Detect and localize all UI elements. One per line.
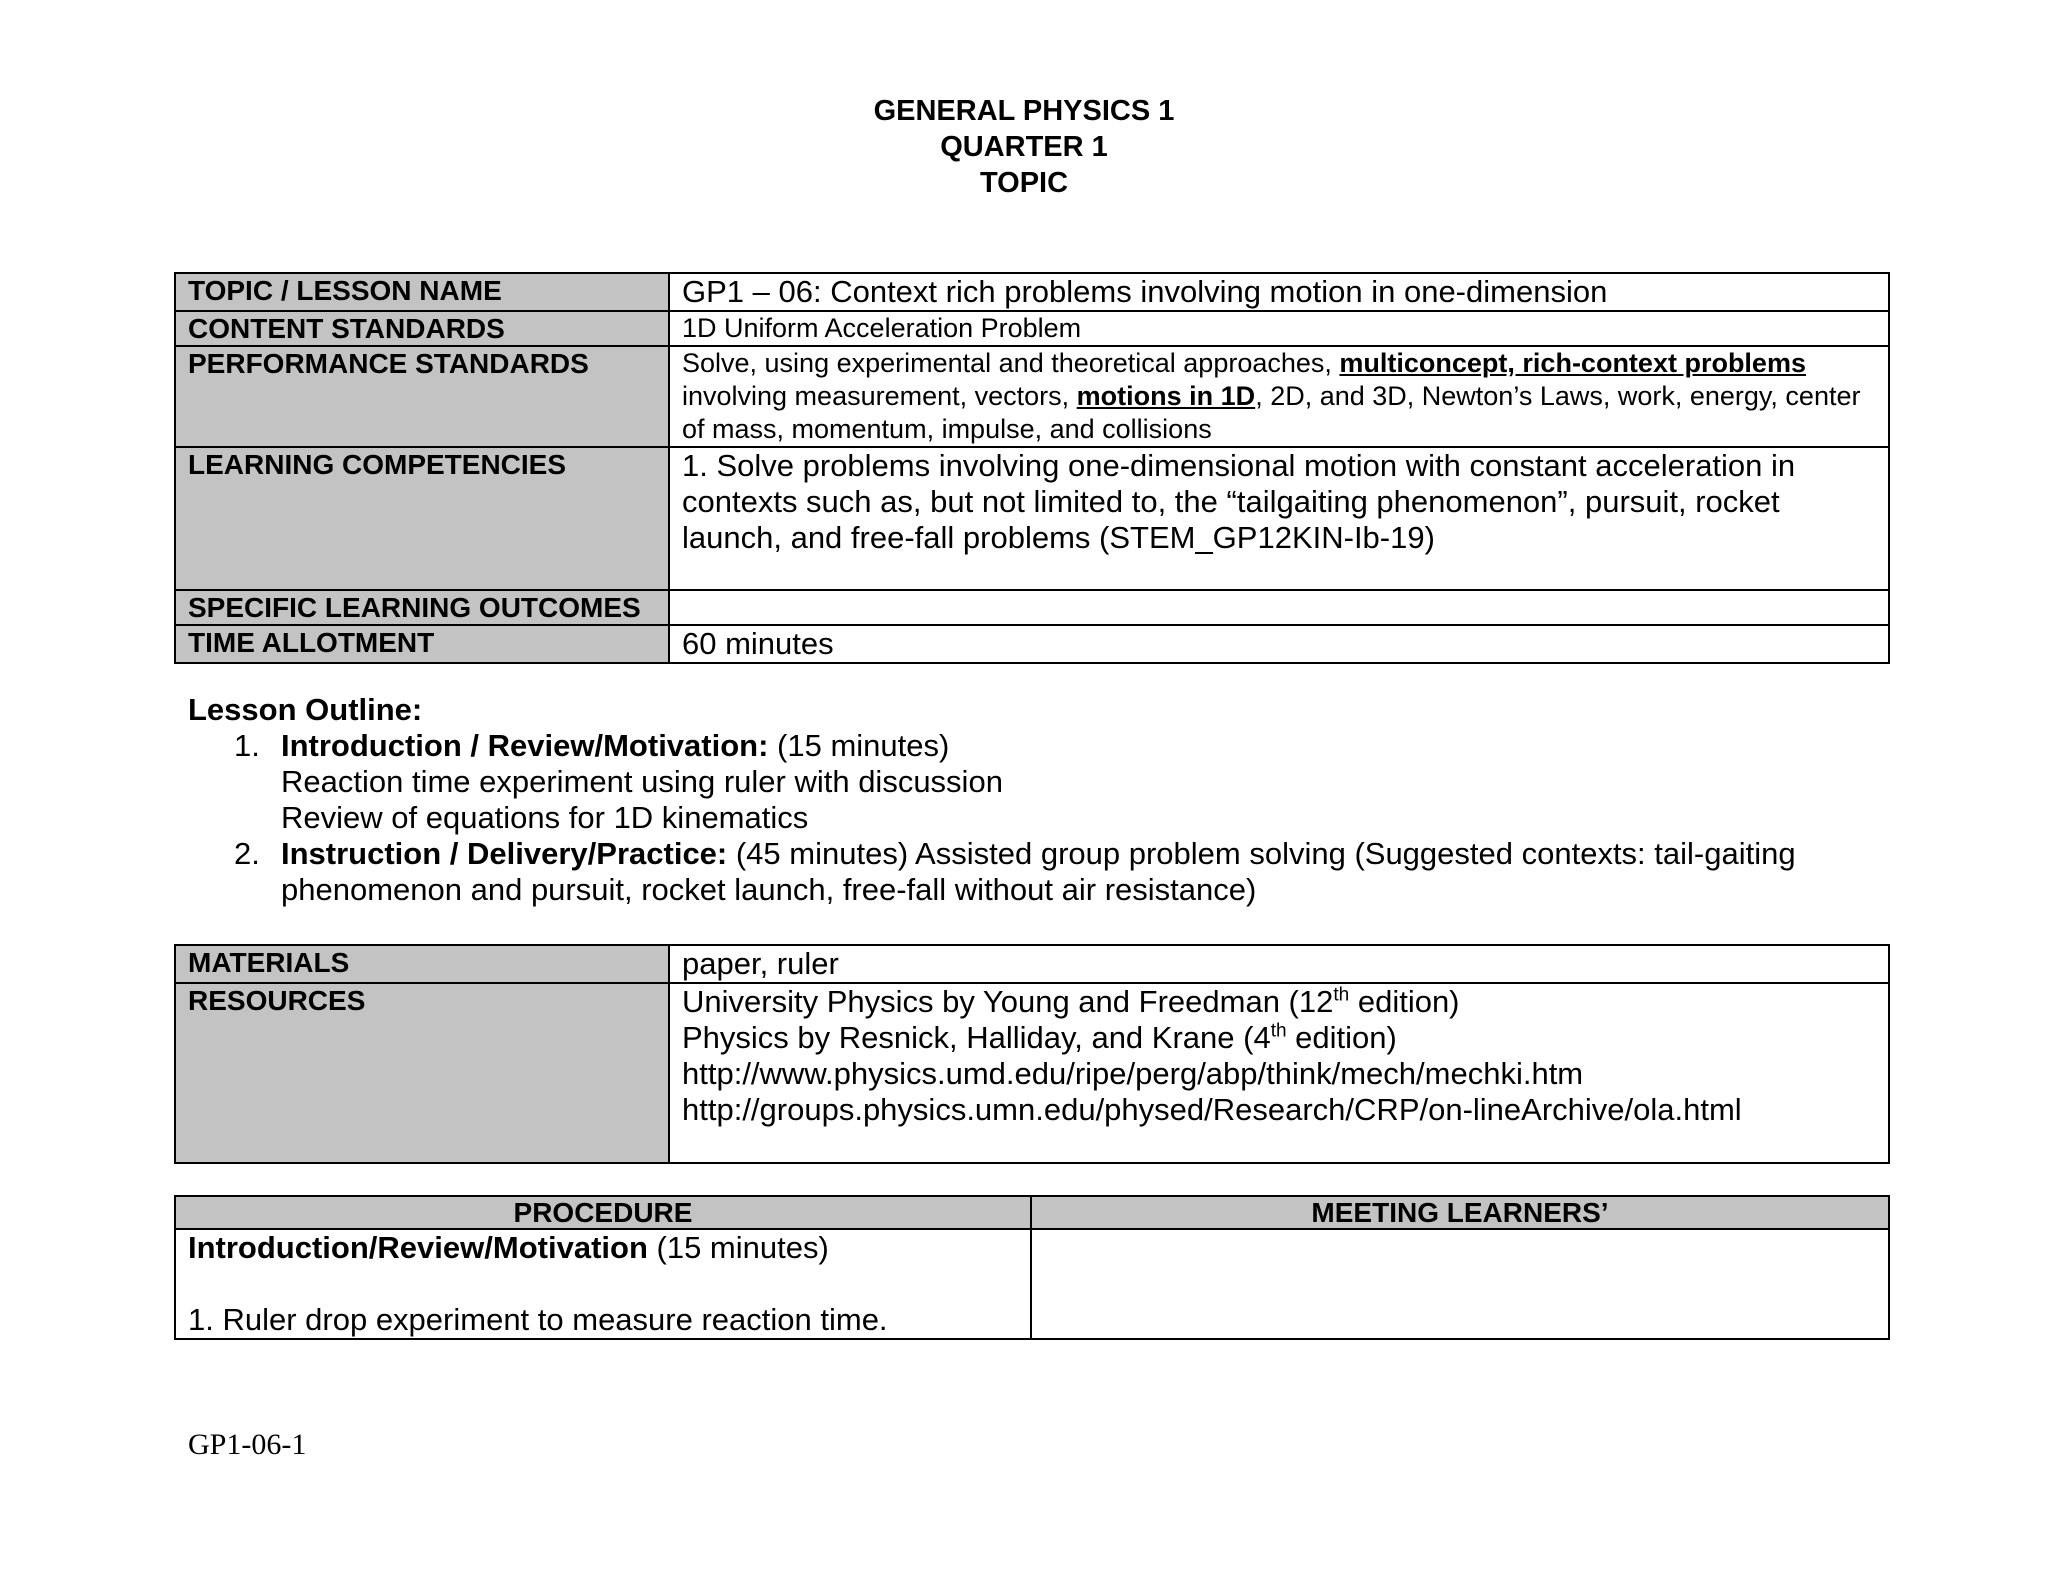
materials-value: paper, ruler	[669, 945, 1889, 983]
table-row	[175, 945, 1889, 983]
performance-standards-label: PERFORMANCE STANDARDS	[175, 346, 669, 447]
materials-label: MATERIALS	[175, 945, 669, 983]
outline-item-detail: Reaction time experiment using ruler with discussion	[281, 764, 1003, 799]
table-row	[175, 273, 1889, 311]
quarter-title: QUARTER 1	[940, 131, 1108, 163]
lesson-info-table	[174, 272, 1890, 664]
topic-value: GP1 – 06: Context rich problems involving motion in one-dimension	[669, 273, 1889, 311]
table-row	[175, 1229, 1889, 1339]
time-allotment-label: TIME ALLOTMENT	[175, 625, 669, 663]
outline-item-number: 2.	[234, 836, 260, 871]
specific-outcomes-value	[669, 590, 1889, 625]
lesson-outline	[188, 692, 1888, 908]
outline-item-number: 1.	[234, 728, 260, 763]
procedure-table	[174, 1195, 1890, 1340]
meeting-learners-column-header: MEETING LEARNERS’	[1031, 1196, 1889, 1229]
resources-label: RESOURCES	[175, 983, 669, 1163]
resource-item: Physics by Resnick, Halliday, and Krane (4th edition)	[682, 1020, 1397, 1055]
performance-standards-value: Solve, using experimental and theoretical approaches, multiconcept, rich-context problems involving measurement, vectors, motions in 1D, 2D, and 3D, Newton’s Laws, work, energy, center of mass, momentum, impulse, and collisions	[669, 346, 1889, 447]
course-title: GENERAL PHYSICS 1	[873, 95, 1175, 127]
content-standards-label: CONTENT STANDARDS	[175, 311, 669, 346]
table-row	[175, 983, 1889, 1163]
outline-heading: Lesson Outline:	[188, 692, 423, 727]
learning-competencies-label: LEARNING COMPETENCIES	[175, 447, 669, 590]
resource-link[interactable]: http://www.physics.umd.edu/ripe/perg/abp/think/mech/mechki.htm	[682, 1056, 1584, 1091]
resource-link[interactable]: http://groups.physics.umn.edu/physed/Research/CRP/on-lineArchive/ola.html	[682, 1092, 1742, 1127]
table-header-row	[175, 1196, 1889, 1229]
page-footer-id: GP1-06-1	[188, 1428, 307, 1461]
procedure-cell: Introduction/Review/Motivation (15 minutes) 1. Ruler drop experiment to measure reaction time.	[175, 1229, 1031, 1339]
outline-item-detail: Review of equations for 1D kinematics	[281, 800, 809, 835]
resources-value	[669, 983, 1889, 1163]
time-allotment-value: 60 minutes	[669, 625, 1889, 663]
outline-item: 1. Introduction / Review/Motivation: (15 minutes) Reaction time experiment using ruler with discussion Review of equations for 1D kinematics	[188, 728, 1888, 836]
table-row	[175, 590, 1889, 625]
procedure-column-header: PROCEDURE	[175, 1196, 1031, 1229]
document-header	[0, 93, 2048, 201]
content-standards-value: 1D Uniform Acceleration Problem	[669, 311, 1889, 346]
resource-item: University Physics by Young and Freedman (12th edition)	[682, 984, 1460, 1019]
table-row	[175, 447, 1889, 590]
outline-item: 2. Instruction / Delivery/Practice: (45 minutes) Assisted group problem solving (Suggested contexts: tail-gaiting phenomenon and pursuit, rocket launch, free-fall without air resistance)	[234, 836, 1796, 907]
table-row	[175, 346, 1889, 447]
specific-outcomes-label: SPECIFIC LEARNING OUTCOMES	[175, 590, 669, 625]
topic-title: TOPIC	[979, 167, 1069, 199]
meeting-learners-cell	[1031, 1229, 1889, 1339]
table-row	[175, 311, 1889, 346]
table-row	[175, 625, 1889, 663]
topic-label: TOPIC / LESSON NAME	[175, 273, 669, 311]
procedure-step: 1. Ruler drop experiment to measure reaction time.	[188, 1302, 888, 1337]
learning-competencies-value: 1. Solve problems involving one-dimensional motion with constant acceleration in contexts such as, but not limited to, the “tailgaiting phenomenon”, pursuit, rocket launch, and free-fall problems (STEM_GP12KIN-Ib-19)	[669, 447, 1889, 590]
materials-table	[174, 944, 1890, 1164]
